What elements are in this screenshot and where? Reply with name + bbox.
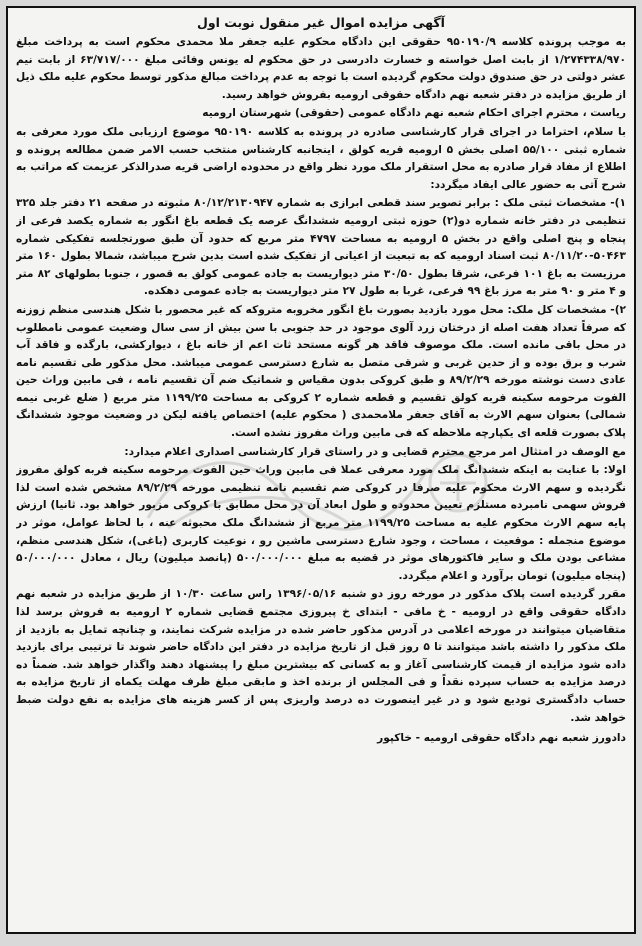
notice-title: آگهی مزایده اموال غیر منقول نوبت اول [197, 15, 445, 30]
registration-details-paragraph: ۱)- مشخصات ثبتی ملک : برابر تصویر سند قطعی ابرازی به شماره ۸۰/۱۲/۲۱۳۰۹۴۷ مثبوته در صفحه ۲۱ دفتر جلد ۳۲۵ تنظیمی در دفتر خانه شماره دو(۲) حوزه ثبتی ارومیه ششدانگ عرصه یک قطعه باغ انگور به شماره یکصد فرعی از پنجاه و پنج اصلی واقع در بخش ۵ ارومیه به مساحت ۴۷۹۷ متر مربع که حدود آن طبق صورتجلسه تفکیکی شماره ۵۰۴۶۳-۸۰/۱۱/۲۰ ثبت اسناد ارومیه که به تبعیت از اعیانی از تفکیک شده است بدین شرح میباشد، شمالا بطول ۱۶۰ متر مرزیست به باغ ۱۰۱ فرعی، شرقا بطول ۳۰/۵۰ متر دیواریست به جاده عمومی کولق به قصور ، جنوبا بطولهای ۸۲ متر و ۴ متر و ۹۰ متر به مرز باغ ۹۹ فرعی، غربا به طول ۲۷ متر دیواریست به جاده عمومی دهکده. [16, 197, 626, 298]
signature-line: دادورز شعبه نهم دادگاه حقوقی ارومیه - خاکپور [377, 732, 626, 745]
notice-body [16, 12, 626, 928]
notice-page [6, 6, 636, 934]
expert-intro-paragraph: با سلام، احتراما در اجرای قرار کارشناسی صادره در پرونده به کلاسه ۹۵۰۱۹۰ موضوع ارزیابی ملک مورد معرفی به شماره ثبتی ۵۵/۱۰۰ اصلی بخش ۵ ارومیه قریه کولق ، اینجانبه کارشناس منتخب حسب الامر ضمن مطالعه پرونده و اطلاع از مفاد قرار صادره به محل استقرار ملک مورد نظر واقع در محدوده اراضی قریه صدرالذکر عزیمت که مراتب به شرح آتی به حضور عالی ایفاد میگردد: [16, 125, 626, 191]
intro-paragraph: به موجب پرونده کلاسه ۹۵۰۱۹۰/۹ حقوقی این دادگاه محکوم علیه جعفر ملا محمدی محکوم است به پرداخت مبلغ ۱/۲۷۴۳۳۸/۹۷۰ از بابت اصل خواسته و خسارت دادرسی در حق محکوم له یونس وفائی مبلغ ۶۳/۷۱۷/۰۰۰ از بابت نیم عشر دولتی در حق صندوق دولت محکوم گردیده است با توجه به عدم پرداخت مبالغ مذکور توسط محکوم علیه ملک ذیل از طریق مزایده در دفتر شعبه نهم دادگاه حقوقی ارومیه بفروش خواهد رسید. [16, 36, 626, 101]
announcement-line: مع الوصف در امتثال امر مرجع محترم قضایی و در راستای قرار کارشناسی اصداری اعلام میدارد: [124, 445, 626, 458]
addressee-line: ریاست ، محترم اجرای احکام شعبه نهم دادگاه عمومی (حقوقی) شهرستان ارومیه [202, 107, 626, 120]
property-details-paragraph: ۲)- مشخصات کل ملک: محل مورد بازدید بصورت باغ انگور مخروبه متروکه که غیر محصور با شکل هندسی منظم زوزنه که صرفاً تعداد هفت اصله از درختان زرد آلوی موجود در حد جنوبی با سن بیش از سی سال وضعیت عمومی نامطلوب در محل باقی مانده است. ملک موصوف فاقد هر گونه مستحد ثات اعم از خانه باغ ، دیوارکشی، بارگده و فاقد آب شرب و برق بوده و از حدین غربی و شرقی متصل به شارع دسترسی عمومی میباشد. محل مذکور طی تقسیم نامه عادی دست نوشته مورخه ۸۹/۲/۲۹ و طبق کروکی بدون مقیاس و شماتیک ضم آن تقسیم نامه ، فی مابین وراث حین الفوت مرحومه سکینه فربه کولق تقسیم و قطعه شماره ۲ کروکی به مساحت ۱۱۹۹/۲۵ متر مربع ( ضلع غربی نیمه شمالی) بعنوان سهم الارث به آقای جعفر ملامحمدی ( محکوم علیه) اختصاص یافته لیکن در وضعیت موجود ششدانگ پلاک بصورت قلعه ای یکپارچه ملاحظه که فی مابین وراث مفروز نشده است. [16, 303, 626, 440]
auction-terms-paragraph: مقرر گردیده است پلاک مذکور در مورخه روز دو شنبه ۱۳۹۶/۰۵/۱۶ راس ساعت ۱۰/۳۰ از طریق مزایده در شعبه نهم دادگاه حقوقی واقع در ارومیه - خ مافی - ابتدای خ پیروزی مجتمع قضایی شماره ۲ ارومیه به فروش برسد لذا متقاضیان میتوانند در مورخه اعلامی در آدرس مذکور حاضر شده در مزایده شرکت نمایند، و چنانچه تمایل به بازدید از ملک مذکور را داشته باشد میتوانند تا ۵ روز قبل از تاریخ مزایده در دفتر این دادگاه حاضر شوند تا ترتیبی برای بازدید داده شود مزایده از قیمت کارشناسی آغاز و به کسانی که بیشترین مبلغ را پیشنهاد دهند واگذار خواهد شد. ضمناً ده درصد مزایده به حساب سپرده نقداً و فی المجلس از برنده اخذ و مابقی مبلغ ظرف مهلت یکماه از تاریخ مزایده به حساب دادگستری تودیع شود و در غیر اینصورت ده درصد واریزی پس از کسر هزینه های مزایده به نفع دولت ضبط خواهد شد. [16, 588, 626, 724]
valuation-paragraph: اولا: با عنایت به اینکه ششدانگ ملک مورد معرفی عملا فی مابین وراث حین الفوت مرحومه سکینه فربه کولق مفروز نگردیده و سهم الارث محکوم علیه صرفا در کروکی ضم تقسیم نامه تنظیمی مورخه ۸۹/۲/۲۹ مشخص شده است لذا فروش سهمی نامبرده مستلزم تعیین محدوده و طول ابعاد آن در محل مطابق با کروکی مزبور خواهد بود. ثانیا) ارزش پایه سهم الارث محکوم علیه به مساحت ۱۱۹۹/۲۵ متر مربع از ششدانگ ملک محبوثه عنه ، با لحاظ عوامل، موثر در موضوع منجمله : موقعیت ، مساحت ، وجود شارع دسترسی ماشین رو ، نوعیت کاربری (باغی)، شکل هندسی منظم، مشاعی بودن ملک و سایر فاکتورهای موثر در قضیه به مبلغ ۵۰۰/۰۰۰/۰۰۰ (پانصد میلیون) ریال ، معادل ۵۰/۰۰۰/۰۰۰ (پنجاه میلیون) تومان برآورد و اعلام میگردد. [16, 464, 626, 582]
